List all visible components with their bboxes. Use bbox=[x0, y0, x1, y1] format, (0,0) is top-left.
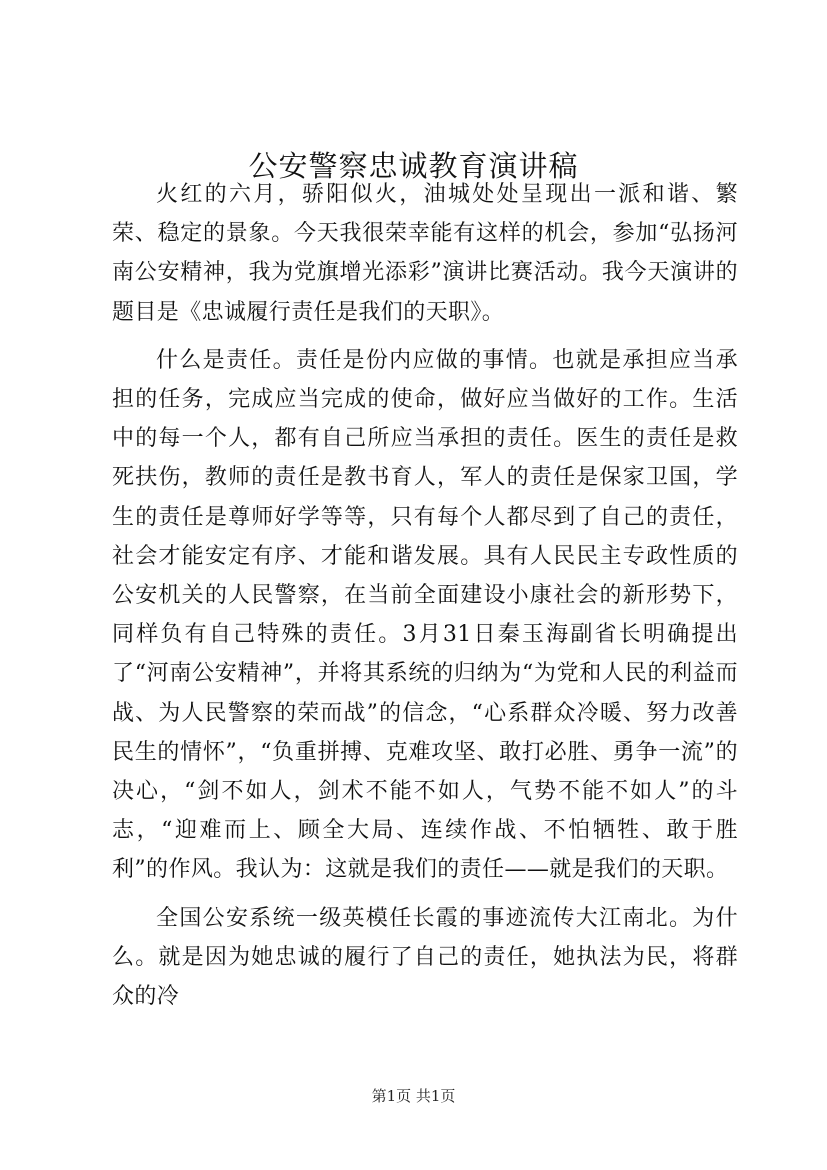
paragraph-1: 火红的六月，骄阳似火，油城处处呈现出一派和谐、繁荣、稳定的景象。今天我很荣幸能有这样的机会，参加“弘扬河南公安精神，我为党旗增光添彩”演讲比赛活动。我今天演讲的题目是《忠诚履行责任是我们的天职》。 bbox=[112, 182, 738, 325]
paragraph-2: 什么是责任。责任是份内应做的事情。也就是承担应当承担的任务，完成应当完成的使命，做好应当做好的工作。生活中的每一个人，都有自己所应当承担的责任。医生的责任是救死扶伤，教师的责任是教书育人，军人的责任是保家卫国，学生的责任是尊师好学等等，只有每个人都尽到了自己的责任，社会才能安定有序、才能和谐发展。具有人民民主专政性质的公安机关的人民警察，在当前全面建设小康社会的新形势下，同样负有自己特殊的责任。3月31日秦玉海副省长明确提出了“河南公安精神”，并将其系统的归纳为“为党和人民的利益而战、为人民警察的荣而战”的信念，“心系群众冷暖、努力改善民生的情怀”，“负重拼搏、克难攻坚、敢打必胜、勇争一流”的决心，“剑不如人，剑术不能不如人，气势不能不如人”的斗志，“迎难而上、顾全大局、连续作战、不怕牺牲、敢于胜利”的作风。我认为：这就是我们的责任——就是我们的天职。 bbox=[112, 347, 738, 883]
page-number-footer: 第1页 共1页 bbox=[371, 1087, 456, 1105]
document-title: 公安警察忠诚教育演讲稿 bbox=[248, 149, 579, 183]
document-body bbox=[112, 175, 738, 1016]
paragraph-3: 全国公安系统一级英模任长霞的事迹流传大江南北。为什么。就是因为她忠诚的履行了自己的责任，她执法为民，将群众的冷 bbox=[112, 905, 738, 1010]
